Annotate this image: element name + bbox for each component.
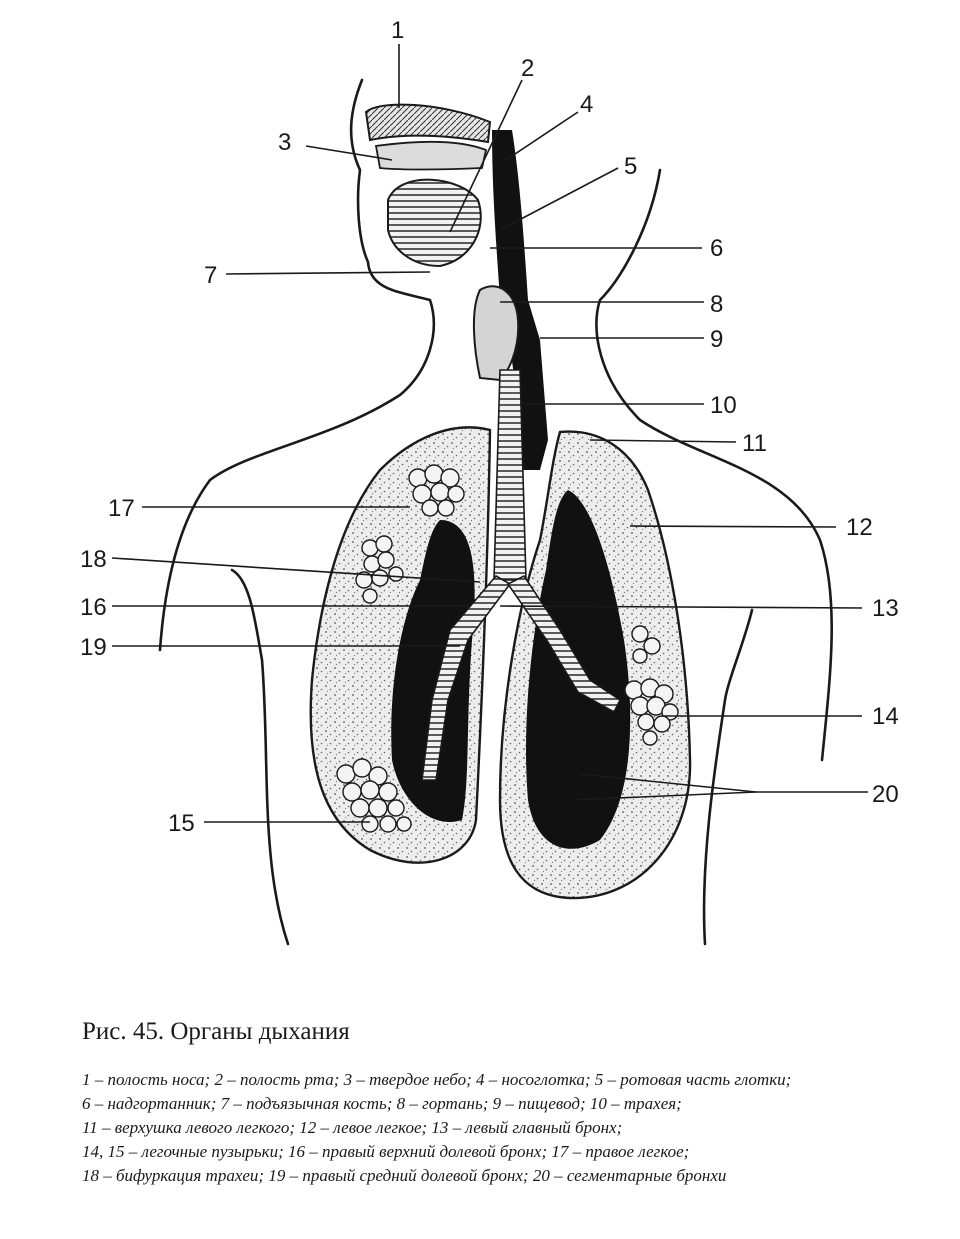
label-4: 4 bbox=[580, 91, 594, 118]
legend-line: 1 – полость носа; 2 – полость рта; 3 – твердое небо; 4 – носоглотка; 5 – ротовая часть глотки; bbox=[82, 1070, 792, 1089]
label-13: 13 bbox=[872, 595, 899, 622]
legend-line: 14, 15 – легочные пузырьки; 16 – правый верхний долевой бронх; 17 – правое легкое; bbox=[82, 1142, 690, 1161]
label-1: 1 bbox=[391, 17, 405, 44]
label-16: 16 bbox=[80, 594, 107, 621]
label-18: 18 bbox=[80, 546, 107, 573]
label-7: 7 bbox=[204, 262, 218, 289]
larynx bbox=[474, 286, 518, 380]
hard-palate bbox=[376, 142, 486, 170]
label-15: 15 bbox=[168, 810, 195, 837]
label-6: 6 bbox=[710, 235, 724, 262]
number-labels bbox=[80, 17, 899, 837]
label-9: 9 bbox=[710, 326, 724, 353]
label-19: 19 bbox=[80, 634, 107, 661]
label-2: 2 bbox=[521, 55, 535, 82]
nasal-cavity bbox=[366, 105, 490, 142]
figure-caption bbox=[82, 1018, 922, 1188]
label-14: 14 bbox=[872, 703, 899, 730]
label-5: 5 bbox=[624, 153, 638, 180]
label-12: 12 bbox=[846, 514, 873, 541]
label-10: 10 bbox=[710, 392, 737, 419]
legend-line: 6 – надгортанник; 7 – подъязычная кость; 8 – гортань; 9 – пищевод; 10 – трахея; bbox=[82, 1094, 682, 1113]
label-20: 20 bbox=[872, 781, 899, 808]
label-8: 8 bbox=[710, 291, 724, 318]
figure-title: Рис. 45. Органы дыхания bbox=[82, 1018, 350, 1045]
legend-line: 11 – верхушка левого легкого; 12 – левое легкое; 13 – левый главный бронх; bbox=[82, 1118, 623, 1137]
label-11: 11 bbox=[742, 430, 767, 457]
label-3: 3 bbox=[278, 129, 292, 156]
oral-cavity bbox=[388, 180, 481, 266]
legend-line: 18 – бифуркация трахеи; 19 – правый средний долевой бронх; 20 – сегментарные бронхи bbox=[82, 1166, 727, 1185]
label-17: 17 bbox=[108, 495, 135, 522]
figure-legend bbox=[82, 1068, 922, 1188]
trachea bbox=[494, 370, 526, 580]
